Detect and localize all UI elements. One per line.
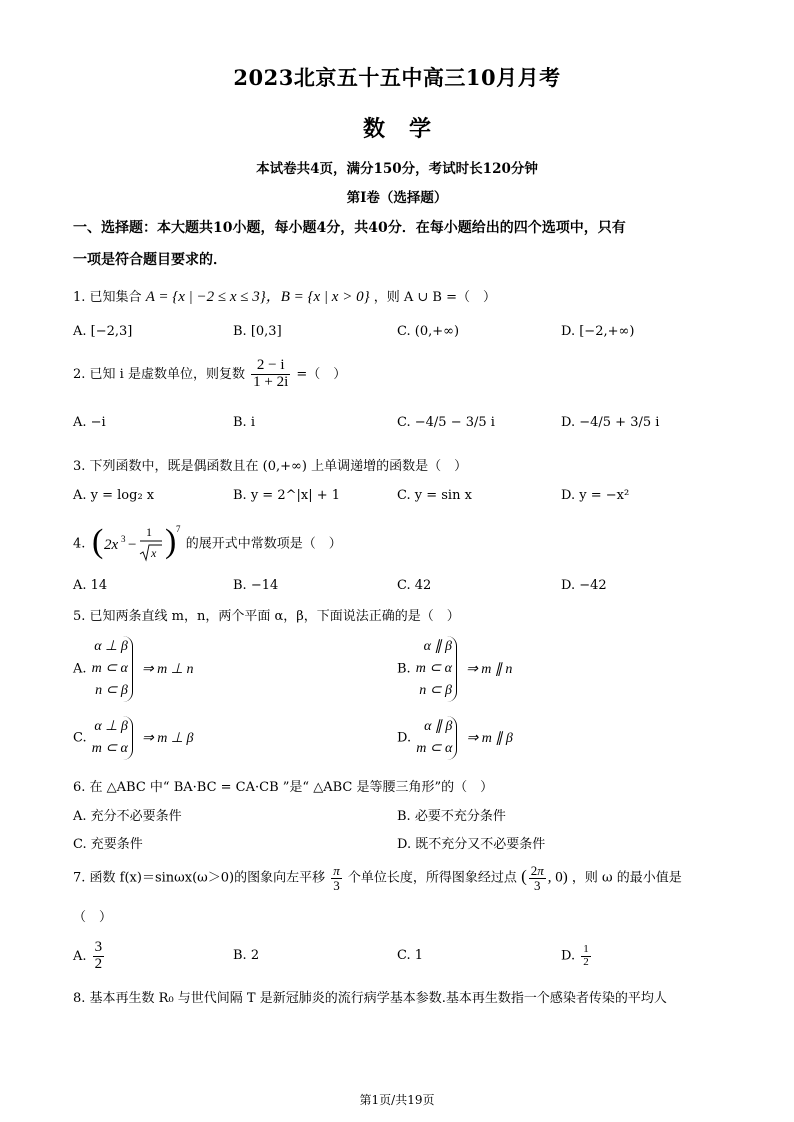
q7-option-b: B. 2 xyxy=(233,948,260,963)
q1-option-a: A. [−2,3] xyxy=(73,324,133,339)
q7-option-a: A. $\frac{3}{2}$ xyxy=(73,939,103,972)
q4-option-b: B. −14 xyxy=(233,578,279,593)
q5-option-a: A. α ⊥ β m ⊂ α n ⊂ β ⇒ m ⊥ n xyxy=(73,636,193,702)
q3-option-c: C. y = sin x xyxy=(397,488,472,503)
q2-fraction: $\frac{2 - i}{1 + 2i}$ xyxy=(253,357,289,390)
q6-option-c: C. 充要条件 xyxy=(73,837,143,852)
question-5: 5. 已知两条直线 m，n，两个平面 α，β，下面说法正确的是（ ） xyxy=(73,609,460,624)
q3-option-a: A. y = log₂ x xyxy=(73,488,155,503)
page-footer: 第1页/共19页 xyxy=(359,1093,435,1107)
q7-point: $\frac{2\pi}{3}$ xyxy=(530,863,544,893)
svg-text:(: ( xyxy=(91,523,103,560)
q7-option-c: C. 1 xyxy=(397,948,424,963)
svg-text:−: − xyxy=(127,537,137,553)
svg-text:3: 3 xyxy=(120,534,126,544)
exam-info: 本试卷共4页，满分150分，考试时长120分钟 xyxy=(256,161,538,177)
q4-option-c: C. 42 xyxy=(397,578,432,593)
question-4: 4. ( 2x 3 − 1 x ) 7 的展开式中常数项是（ ） xyxy=(73,522,342,566)
q5-option-c: C. α ⊥ β m ⊂ α ⇒ m ⊥ β xyxy=(73,716,194,760)
question-7: 7. 函数 f(x)＝sinωx(ω＞0)的图象向左平移 $\frac{\pi}{3}$ 个单位长度，所得图象经过点 ( $\frac{2\pi}{3}$ , 0) ，则 ω 的最小值是 xyxy=(73,863,682,893)
question-3: 3. 下列函数中，既是偶函数且在 (0,+∞) 上单调递增的函数是（ ） xyxy=(73,459,468,474)
q2-option-d: D. −4/5 + 3/5 i xyxy=(561,415,660,430)
q7-pi-over-3: $\frac{\pi}{3}$ xyxy=(333,863,340,893)
q5-option-d: D. α ∥ β m ⊂ α ⇒ m ∥ β xyxy=(397,716,513,760)
q2-option-b: B. i xyxy=(233,415,255,430)
svg-text:2x: 2x xyxy=(103,537,118,553)
svg-text:1: 1 xyxy=(145,525,152,539)
q1-option-d: D. [−2,+∞) xyxy=(561,324,635,339)
q1-option-c: C. (0,+∞) xyxy=(397,324,460,339)
subject-title: 数学 xyxy=(362,116,455,142)
section-heading-line1: 一、选择题：本大题共10小题，每小题4分，共40分．在每小题给出的四个选项中，只有 xyxy=(73,220,626,236)
volume-label: 第Ⅰ卷（选择题） xyxy=(346,190,448,206)
question-8: 8. 基本再生数 R₀ 与世代间隔 T 是新冠肺炎的流行病学基本参数.基本再生数指一个感染者传染的平均人 xyxy=(73,991,667,1006)
q4-option-d: D. −42 xyxy=(561,578,607,593)
exam-title: 2023北京五十五中高三10月月考 xyxy=(233,65,561,90)
q6-option-a: A. 充分不必要条件 xyxy=(73,809,182,824)
q2-option-a: A. −i xyxy=(73,415,106,430)
q4-option-a: A. 14 xyxy=(73,578,108,593)
question-1: 1. 已知集合 A = {x | −2 ≤ x ≤ 3}，B = {x | x > 0} ，则 A ∪ B =（ ） xyxy=(73,289,496,305)
q4-binomial-expression xyxy=(90,522,182,566)
question-6: 6. 在 △ABC 中“ BA·BC = CA·CB ”是“ △ABC 是等腰三角形”的（ ） xyxy=(73,780,494,795)
q1-option-b: B. [0,3] xyxy=(233,324,282,339)
svg-text:x: x xyxy=(150,546,156,560)
question-2: 2. 已知 i 是虚数单位，则复数 $\frac{2 - i}{1 + 2i}$ =（ ） xyxy=(73,357,347,390)
q5-option-b: B. α ∥ β m ⊂ α n ⊂ β ⇒ m ∥ n xyxy=(397,636,512,702)
q1-sets: A = {x | −2 ≤ x ≤ 3}，B = {x | x > 0} xyxy=(145,289,370,305)
question-7-blank: （ ） xyxy=(73,910,113,925)
q2-option-c: C. −4/5 − 3/5 i xyxy=(397,415,495,430)
q3-option-b: B. y = 2^|x| + 1 xyxy=(233,488,341,503)
svg-text:): ) xyxy=(164,523,176,560)
q3-option-d: D. y = −x² xyxy=(561,488,630,503)
q7-option-d: D. $\frac{1}{2}$ xyxy=(561,943,589,968)
section-heading-line2: 一项是符合题目要求的． xyxy=(73,252,227,268)
q6-option-d: D. 既不充分又不必要条件 xyxy=(397,837,546,852)
svg-text:7: 7 xyxy=(175,524,181,534)
q6-option-b: B. 必要不充分条件 xyxy=(397,809,506,824)
